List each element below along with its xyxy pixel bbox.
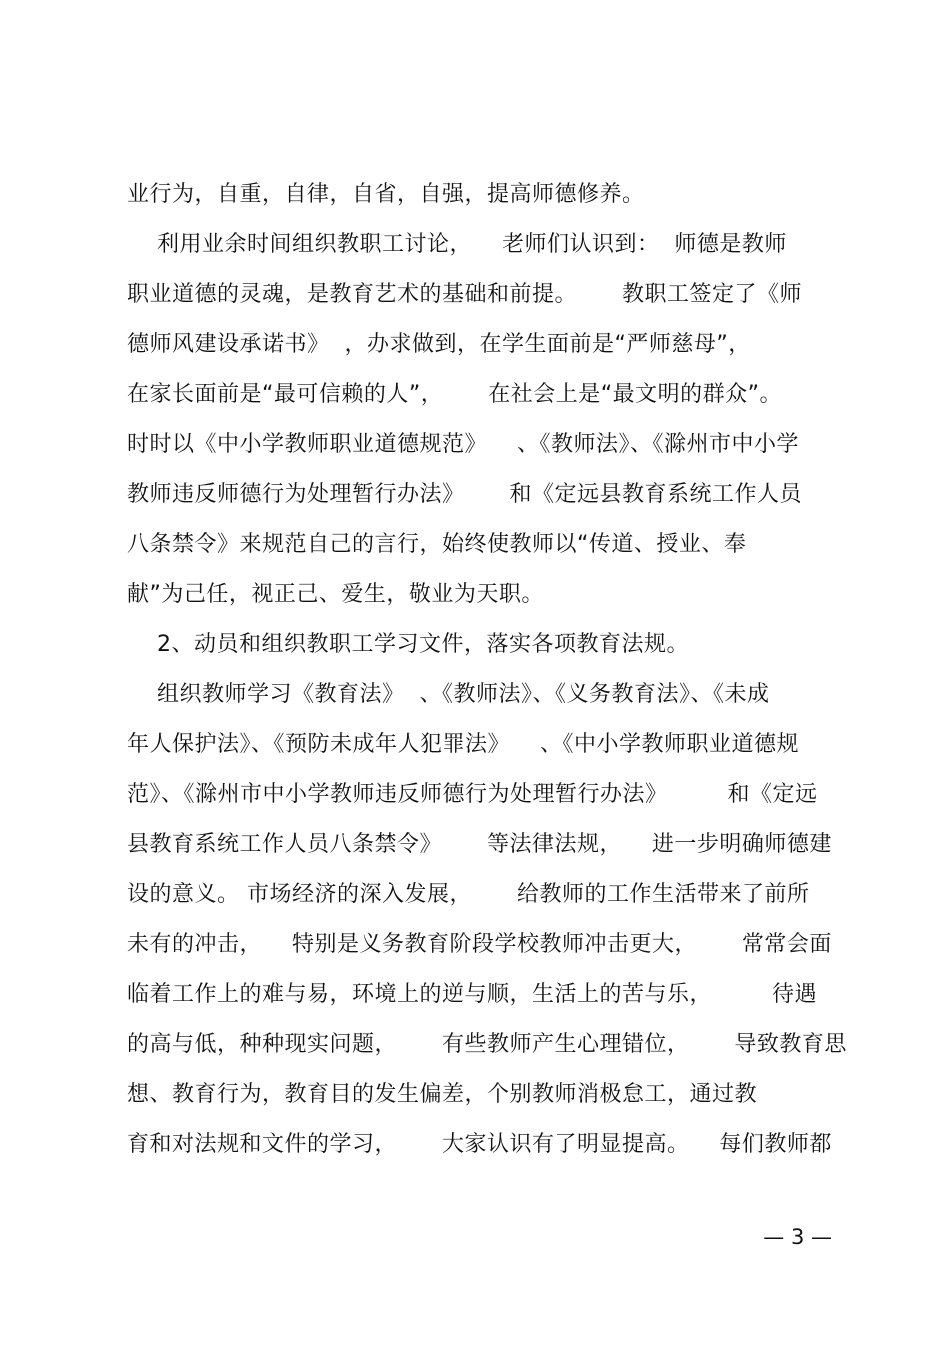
paragraph-line-8: 八条禁令》来规范自己的言行，始终使教师以“传道、授业、奉	[127, 532, 747, 557]
paragraph-line-7: 教师违反师德行为处理暂行办法》 和《定远县教育系统工作人员	[127, 482, 802, 507]
paragraph-line-9: 献”为己任，视正己、爱生，敬业为天职。	[127, 582, 544, 607]
paragraph-line-1: 业行为，自重，自律，自省，自强，提高师德修养。	[127, 182, 645, 207]
paragraph-line-4: 德师风建设承诺书》 ，办求做到，在学生面前是“严师慈母”，	[127, 332, 751, 357]
paragraph-line-19: 想、教育行为，教育目的发生偏差，个别教师消极怠工，通过教	[127, 1082, 758, 1107]
paragraph-line-17: 临着工作上的难与易，环境上的逆与顺，生活上的苦与乐， 待遇	[127, 982, 817, 1007]
paragraph-line-11: 组织教师学习《教育法》 、《教师法》、《义务教育法》、《未成	[127, 682, 770, 707]
paragraph-line-14: 县教育系统工作人员八条禁令》 等法律法规， 进一步明确师德建	[127, 832, 832, 857]
paragraph-line-16: 未有的冲击， 特别是义务教育阶段学校教师冲击更大， 常常会面	[127, 932, 832, 957]
paragraph-line-3: 职业道德的灵魂，是教育艺术的基础和前提。 教职工签定了《师	[127, 282, 802, 307]
paragraph-line-13: 范》、《滁州市中小学教师违反师德行为处理暂行办法》 和《定远	[127, 782, 818, 807]
paragraph-line-20: 育和对法规和文件的学习， 大家认识有了明显提高。 每们教师都	[127, 1132, 832, 1157]
paragraph-line-5: 在家长面前是“最可信赖的人”， 在社会上是“最文明的群众”。	[127, 382, 783, 407]
paragraph-line-2: 利用业余时间组织教职工讨论， 老师们认识到： 师德是教师	[127, 232, 787, 257]
paragraph-line-10: 2、动员和组织教职工学习文件，落实各项教育法规。	[127, 632, 689, 657]
paragraph-line-18: 的高与低，种种现实问题， 有些教师产生心理错位， 导致教育思	[127, 1032, 847, 1057]
paragraph-line-15: 设的意义。 市场经济的深入发展， 给教师的工作生活带来了前所	[127, 882, 810, 907]
page-number: — 3 —	[763, 1225, 832, 1249]
paragraph-line-12: 年人保护法》、《预防未成年人犯罪法》 、《中小学教师职业道德规	[127, 732, 799, 757]
paragraph-line-6: 时时以《中小学教师职业道德规范》 、《教师法》、《滁州市中小学	[127, 432, 799, 457]
